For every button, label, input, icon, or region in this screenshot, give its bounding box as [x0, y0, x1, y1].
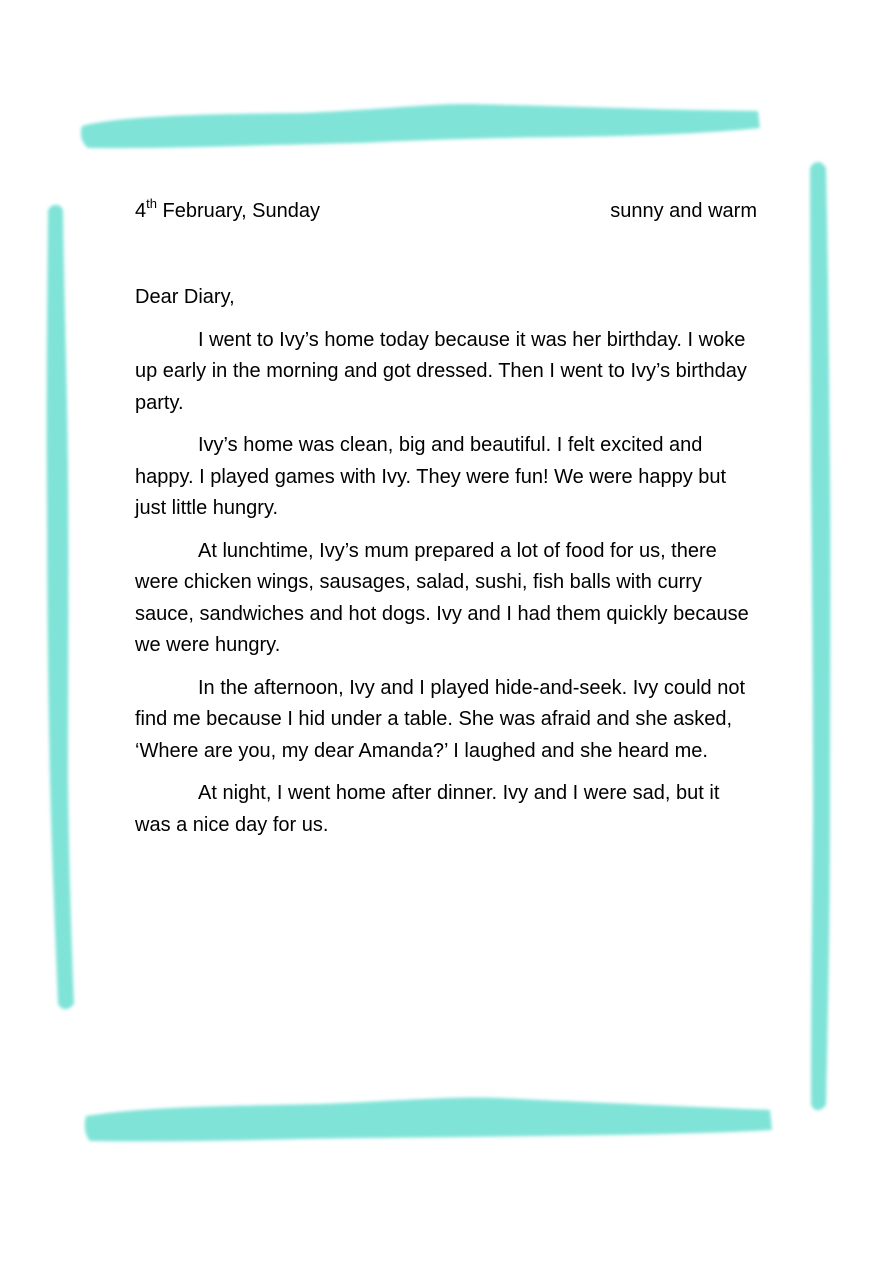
left-brush-stroke: [47, 205, 74, 1010]
right-brush-stroke: [810, 162, 830, 1110]
diary-paragraph: In the afternoon, Ivy and I played hide-and-seek. Ivy could not find me because I hid under a table. She was afraid and she asked, ‘Where are you, my dear Amanda?’ I laughed and she heard me.: [135, 676, 746, 762]
diary-entry: [135, 196, 757, 841]
diary-paragraph: At night, I went home after dinner. Ivy and I were sad, but it was a nice day for us.: [135, 782, 720, 836]
salutation: Dear Diary,: [135, 286, 235, 308]
diary-paragraph: I went to Ivy’s home today because it was her birthday. I woke up early in the morning and got dressed. Then I went to Ivy’s birthday party.: [135, 328, 747, 414]
top-brush-stroke: [81, 104, 760, 148]
date-day: 4: [135, 200, 147, 222]
entry-weather: sunny and warm: [610, 200, 757, 222]
entry-date: [135, 196, 320, 228]
date-ordinal-suffix: th: [146, 196, 157, 212]
entry-header: [135, 196, 757, 227]
bottom-brush-stroke: [85, 1098, 772, 1142]
date-month-weekday: February, Sunday: [156, 200, 321, 222]
diary-paragraph: Ivy’s home was clean, big and beautiful. I felt excited and happy. I played games with Ivy. They were fun! We were happy but just little hungry.: [135, 434, 727, 519]
diary-paragraph: At lunchtime, Ivy’s mum prepared a lot of food for us, there were chicken wings, sausages, salad, sushi, fish balls with curry sauce, sandwiches and hot dogs. Ivy and I had them quickly because we were hungry.: [135, 539, 749, 656]
